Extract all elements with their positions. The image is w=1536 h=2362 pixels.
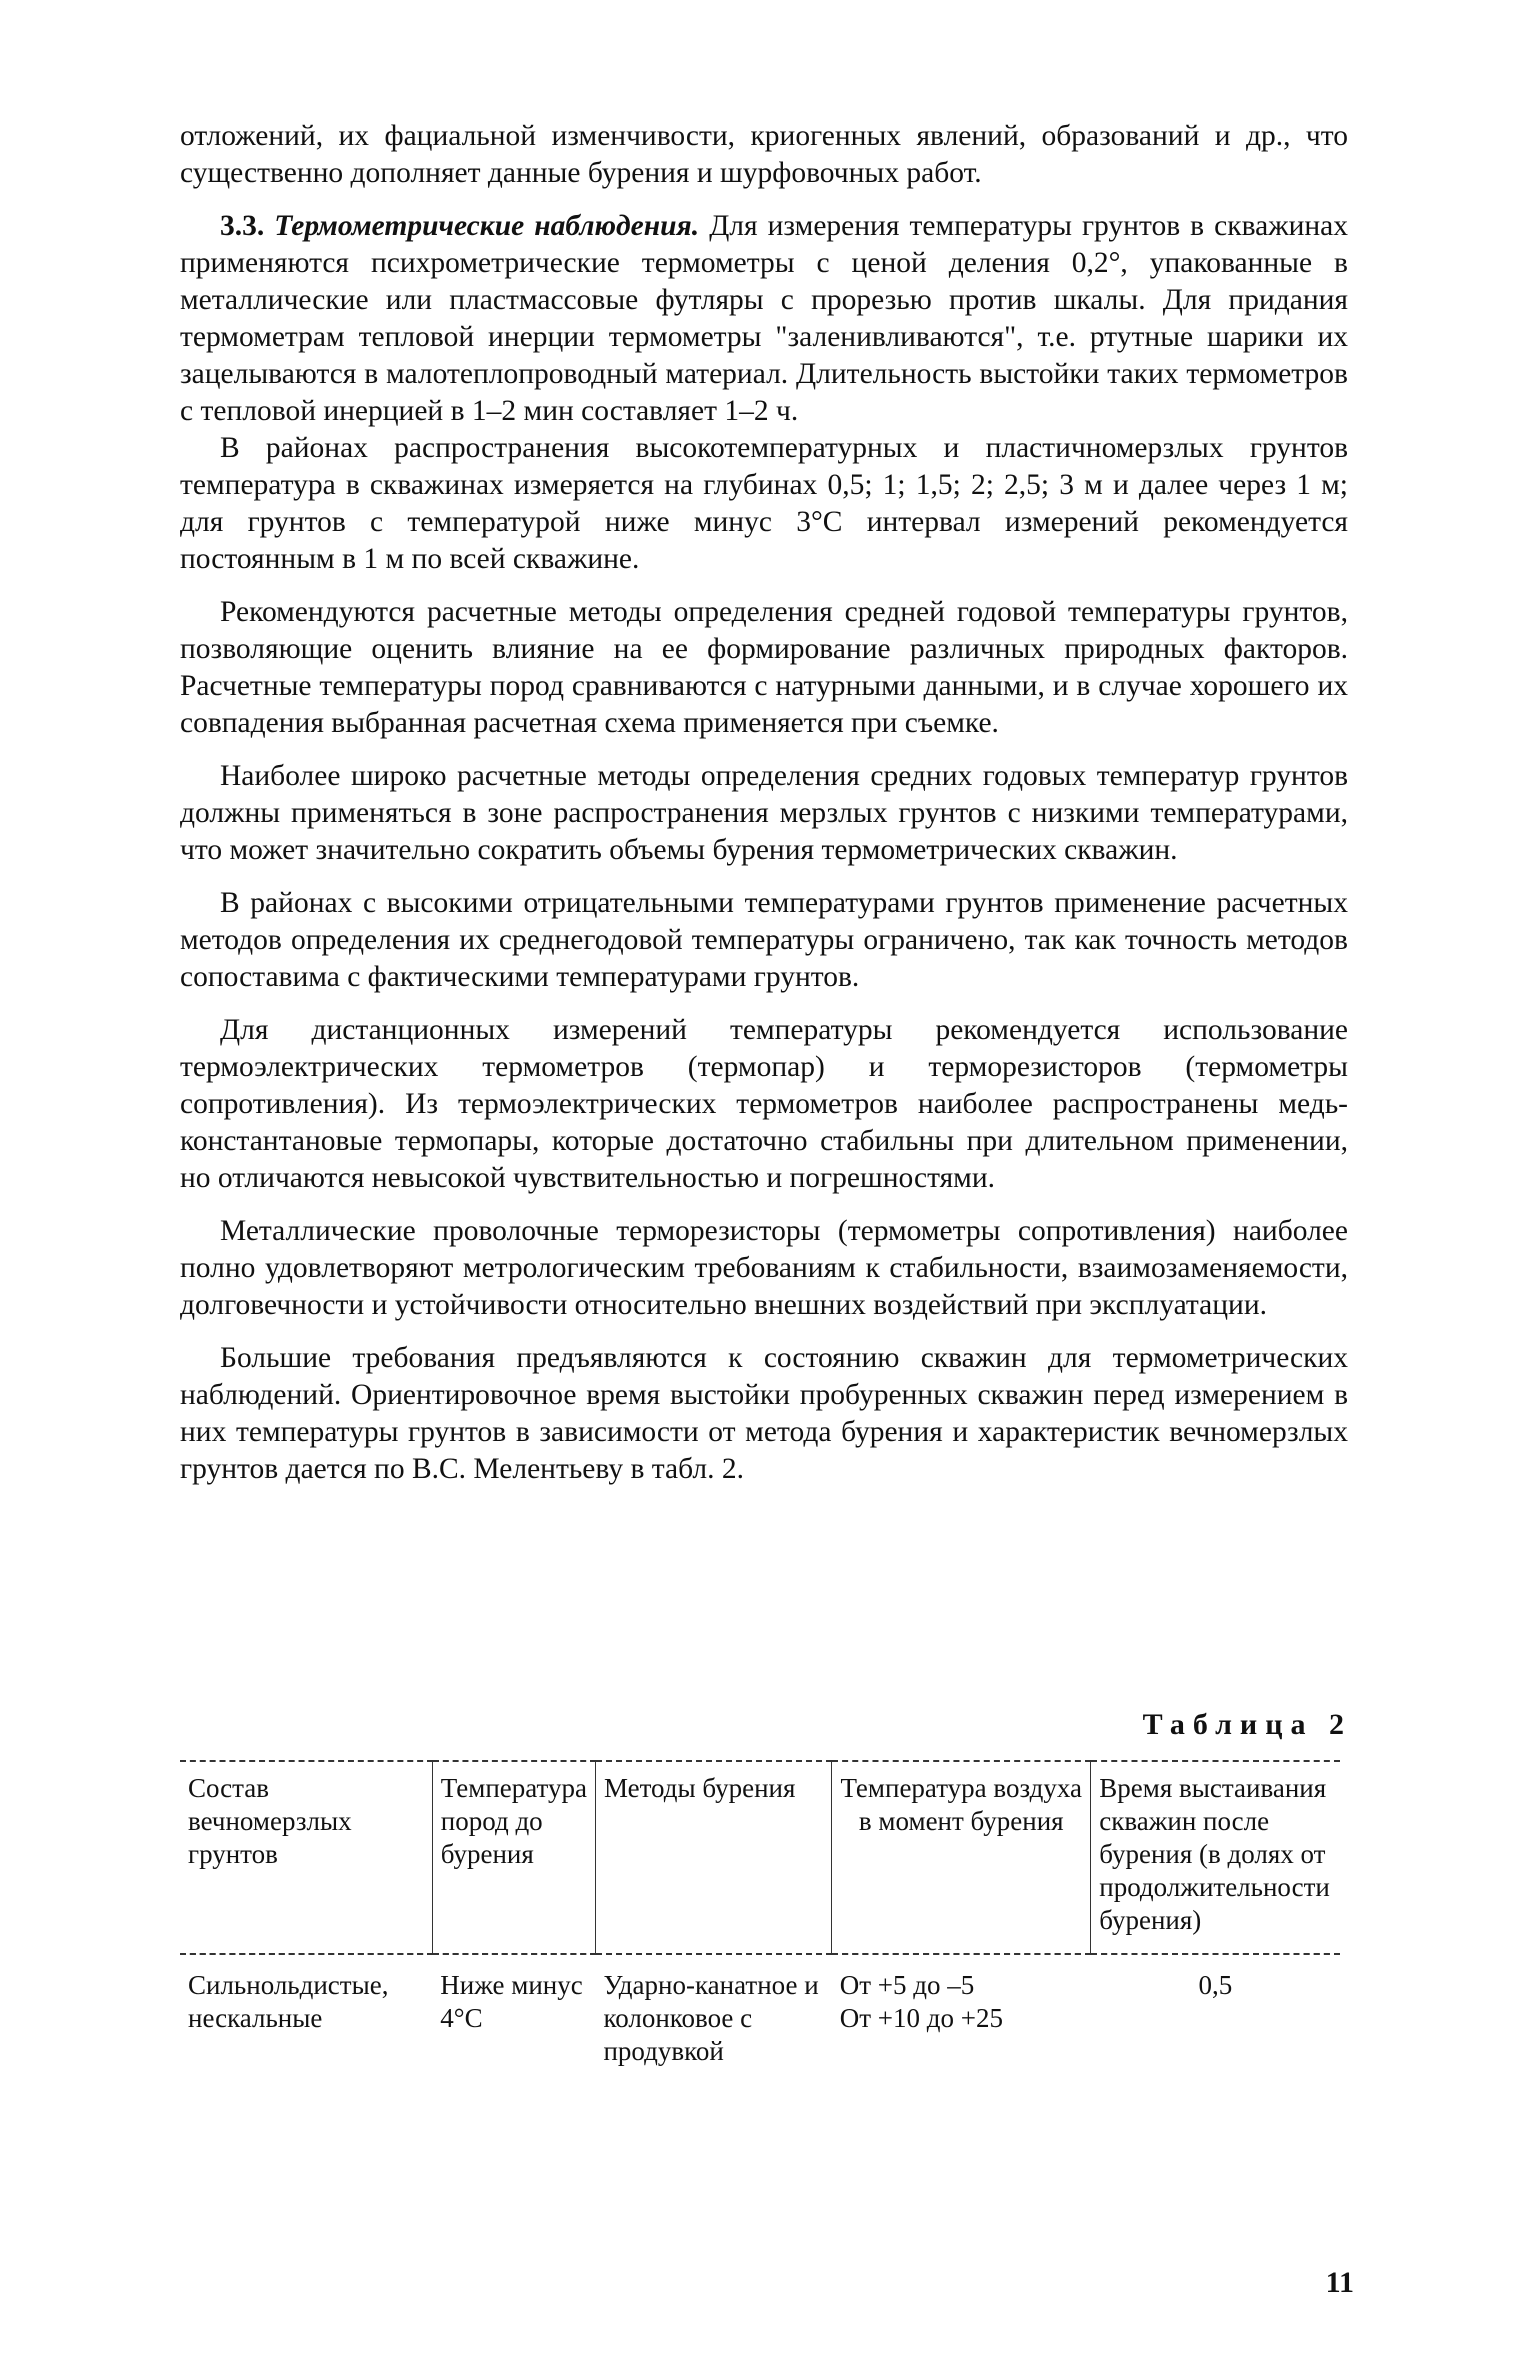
table-cell: 0,5 — [1198, 1970, 1233, 2000]
paragraph-low-temp: Наиболее широко расчетные методы определения средних годовых температур грунтов должны применяться в зоне распространения мерзлых грунтов с низкими температурами, что может значительно сократить объемы бурения термометрических скважин. — [180, 760, 1348, 866]
section-number: 3.3. — [220, 210, 265, 242]
table-header-cell: Методы бурения — [595, 1761, 831, 1954]
paragraph-calc-methods: Рекомендуются расчетные методы определения средней годовой температуры грунтов, позволяющие оценить влияние на ее формирование различных природных факторов. Расчетные температуры пород сравниваются с натурными данными, и в случае хорошего их совпадения выбранная расчетная схема применяется при съемке. — [180, 596, 1348, 739]
body-text — [180, 118, 1348, 1504]
table-caption: Таблица 2 — [1142, 1708, 1352, 1741]
table-cell — [832, 1954, 1091, 2082]
paragraph-thermoresistors: Металлические проволочные терморезисторы (термометры сопротивления) наиболее полно удовлетворяют метрологическим требованиям к стабильности, взаимозаменяемости, долговечности и устойчивости относительно внешних воздействий при эксплуатации. — [180, 1215, 1348, 1321]
section-title: Термометрические наблюдения. — [274, 210, 700, 242]
paragraph-high-neg-temp: В районах с высокими отрицательными температурами грунтов применение расчетных методов определения их среднегодовой температуры ограничено, так как точность методов сопоставима с фактическими температурами грунтов. — [180, 887, 1348, 993]
paragraph-section-3-3 — [180, 208, 1348, 430]
table-cell-line: От +10 до +25 — [839, 2003, 1003, 2033]
table-2 — [180, 1760, 1340, 2082]
table-cell-line: От +5 до –5 — [839, 1970, 975, 2000]
paragraph-well-requirements: Большие требования предъявляются к состоянию скважин для термометрических наблюдений. Ориентировочное время выстойки пробуренных скважин перед измерением в них температуры грунтов в зависимости от метода бурения и характеристик вечномерзлых грунтов дается по В.С. Мелентьеву в табл. 2. — [180, 1342, 1348, 1485]
paragraph-thermocouples: Для дистанционных измерений температуры рекомендуется использование термоэлектрических термометров (термопар) и терморезисторов (термометры сопротивления). Из термоэлектрических термометров наиболее распространены медь-константановые термопары, которые достаточно стабильны при длительном применении, но отличаются невысокой чувствительностью и погрешностями. — [180, 1014, 1348, 1194]
table-header-cell: Температура пород до бурения — [432, 1761, 595, 1954]
table-header-cell: Температура воздуха в момент бурения — [832, 1761, 1091, 1954]
paragraph-continuation: отложений, их фациальной изменчивости, криогенных явлений, образований и др., что существенно дополняет данные бурения и шурфовочных работ. — [180, 120, 1348, 189]
table-header-row — [180, 1761, 1340, 1954]
table-cell: Ниже минус 4°С — [440, 1970, 583, 2033]
table-row — [180, 1954, 1340, 2082]
paragraph-depths: В районах распространения высокотемпературных и пластичномерзлых грунтов температура в скважинах измеряется на глубинах 0,5; 1; 1,5; 2; 2,5; 3 м и далее через 1 м; для грунтов с температурой ниже минус 3°С интервал измерений рекомендуется постоянным в 1 м по всей скважине. — [180, 432, 1348, 575]
table-cell: Ударно-канатное и колонковое с продувкой — [603, 1970, 819, 2066]
table-header-cell: Состав вечномерзлых грунтов — [180, 1761, 432, 1954]
table-header-cell: Время выстаивания скважин после бурения (в долях от продолжительности бурения) — [1091, 1761, 1340, 1954]
section-body: Для измерения температуры грунтов в скважинах применяются психрометрические термометры с ценой деления 0,2°, упакованные в металлические или пластмассовые футляры с прорезью против шкалы. Для придания термометрам тепловой инерции термометры "заленивливаются", т.е. ртутные шарики их зацелываются в малотеплопроводный материал. Длительность выстойки таких термометров с тепловой инерцией в 1–2 мин составляет 1–2 ч. — [180, 210, 1349, 427]
table-cell: Сильнольдистые, нескальные — [188, 1970, 389, 2033]
page-number: 11 — [1325, 2266, 1354, 2299]
